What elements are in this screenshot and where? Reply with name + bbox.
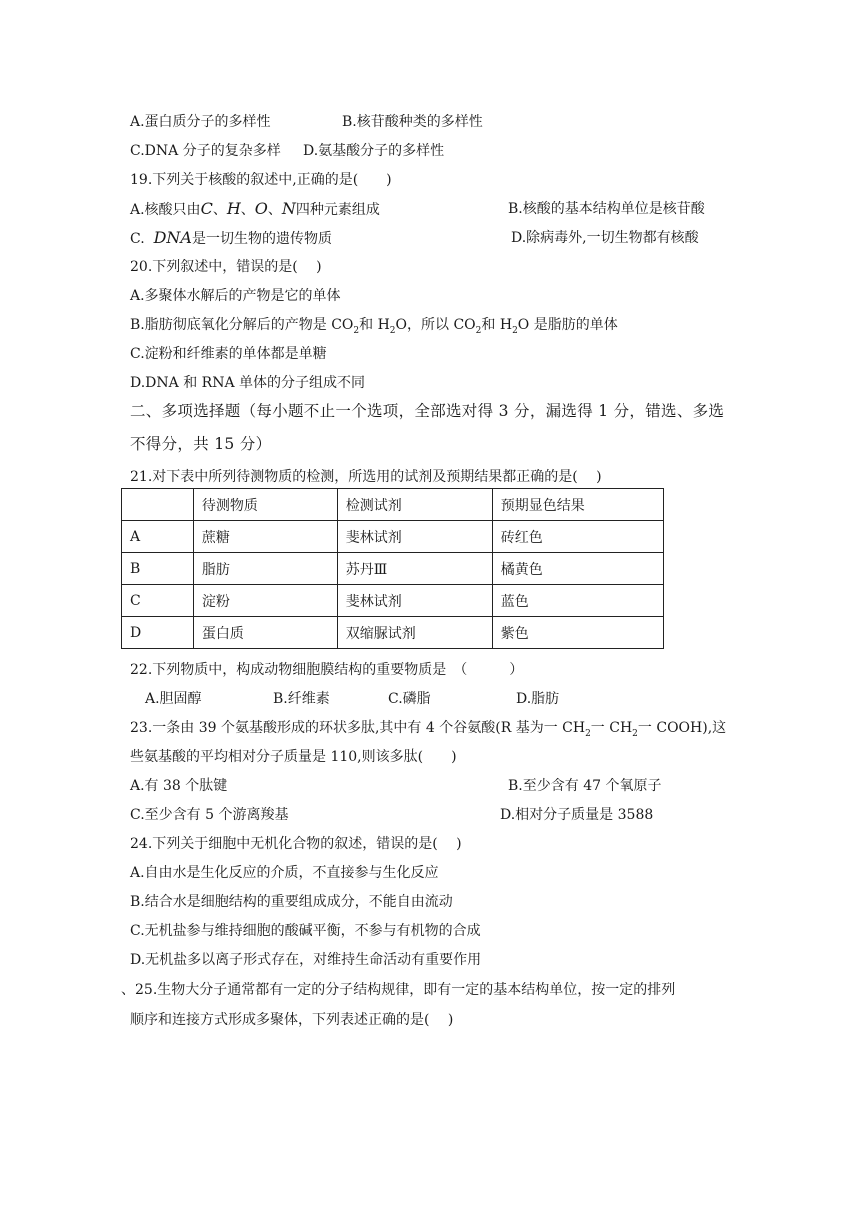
table-cell: B — [122, 553, 194, 585]
element-n: N — [281, 199, 296, 218]
q18-option-d: D.氨基酸分子的多样性 — [303, 143, 445, 159]
table-cell: 蔗糖 — [193, 521, 337, 553]
q23-stem-line1: 23.一条由 39 个氨基酸形成的环状多肽,其中有 4 个谷氨酸(R 基为一 $CH_2$一 $CH_2$一 COOH),这 — [130, 720, 727, 739]
q22-option-d: D.脂肪 — [516, 691, 560, 707]
q19-option-b: B.核酸的基本结构单位是核苷酸 — [508, 201, 705, 217]
q24-option-b: B.结合水是细胞结构的重要组成成分，不能自由流动 — [130, 894, 453, 910]
table-row — [122, 553, 664, 585]
table-cell: 斐林试剂 — [337, 521, 492, 553]
q18-option-a: A.蛋白质分子的多样性 — [130, 114, 271, 130]
element-h: H — [226, 199, 241, 218]
table-cell: 苏丹Ⅲ — [337, 553, 492, 585]
q25-stem-line1: 、25.生物大分子通常都有一定的分子结构规律，即有一定的基本结构单位，按一定的排列 — [121, 982, 676, 998]
q23-option-b: B.至少含有 47 个氧原子 — [508, 778, 662, 794]
table-cell: 脂肪 — [193, 553, 337, 585]
element-c: C — [200, 199, 213, 218]
table-header-cell: 预期显色结果 — [492, 489, 663, 521]
table-row — [122, 585, 664, 617]
q19-option-c: C. DNA是一切生物的遗传物质 — [130, 228, 332, 247]
section2-heading-line1: 二、多项选择题（每小题不止一个选项，全部选对得 3 分，漏选得 1 分，错选、多选 — [130, 402, 725, 420]
table-row — [122, 617, 664, 649]
table-header-cell — [122, 489, 194, 521]
table-cell: 蛋白质 — [193, 617, 337, 649]
q19-option-d: D.除病毒外,一切生物都有核酸 — [511, 230, 699, 246]
dna-term: DNA — [153, 228, 192, 247]
table-cell: 双缩脲试剂 — [337, 617, 492, 649]
table-row — [122, 521, 664, 553]
q19-stem: 19.下列关于核酸的叙述中,正确的是( ) — [130, 172, 392, 188]
q24-option-d: D.无机盐多以离子形式存在，对维持生命活动有重要作用 — [130, 952, 482, 968]
q22-option-b: B.纤维素 — [273, 691, 330, 707]
q24-option-c: C.无机盐参与维持细胞的酸碱平衡，不参与有机物的合成 — [130, 923, 481, 939]
table-cell: 砖红色 — [492, 521, 663, 553]
detection-table — [121, 488, 664, 649]
table-header-cell: 检测试剂 — [337, 489, 492, 521]
q24-option-a: A.自由水是生化反应的介质，不直接参与生化反应 — [130, 865, 439, 881]
table-header-cell: 待测物质 — [193, 489, 337, 521]
q22-option-c: C.磷脂 — [388, 691, 431, 707]
table-cell: 蓝色 — [492, 585, 663, 617]
table-cell: 淀粉 — [193, 585, 337, 617]
q19-option-a: A.核酸只由C、H、O、N四种元素组成 — [130, 199, 380, 218]
q22-stem: 22.下列物质中，构成动物细胞膜结构的重要物质是 （ ） — [130, 662, 524, 678]
table-cell: 橘黄色 — [492, 553, 663, 585]
q20-option-b: B.脂肪彻底氧化分解后的产物是 $CO_2$和 $H_2O$，所以 $CO_2$和 $H_2O$ 是脂肪的单体 — [130, 317, 618, 336]
q25-stem-line2: 顺序和连接方式形成多聚体，下列表述正确的是( ) — [130, 1012, 454, 1028]
q20-option-d: D.DNA 和 RNA 单体的分子组成不同 — [130, 375, 366, 391]
table-cell: D — [122, 617, 194, 649]
table-cell: 紫色 — [492, 617, 663, 649]
element-o: O — [254, 199, 268, 218]
q20-stem: 20.下列叙述中，错误的是( ) — [130, 259, 322, 275]
table-cell: A — [122, 521, 194, 553]
q20-option-a: A.多聚体水解后的产物是它的单体 — [130, 288, 341, 304]
q23-option-d: D.相对分子质量是 3588 — [500, 807, 654, 823]
q23-stem-line2: 些氨基酸的平均相对分子质量是 110,则该多肽( ) — [130, 749, 457, 765]
table-header-row — [122, 489, 664, 521]
q22-option-a: A.胆固醇 — [145, 691, 202, 707]
q23-option-c: C.至少含有 5 个游离羧基 — [130, 807, 289, 823]
q23-option-a: A.有 38 个肽键 — [130, 778, 228, 794]
q24-stem: 24.下列关于细胞中无机化合物的叙述，错误的是( ) — [130, 836, 462, 852]
q20-option-c: C.淀粉和纤维素的单体都是单糖 — [130, 346, 327, 362]
q21-stem: 21.对下表中所列待测物质的检测，所选用的试剂及预期结果都正确的是( ) — [130, 469, 602, 485]
table-cell: C — [122, 585, 194, 617]
q18-option-b: B.核苷酸种类的多样性 — [342, 114, 483, 130]
table-cell: 斐林试剂 — [337, 585, 492, 617]
q18-option-c: C.DNA 分子的复杂多样 — [130, 143, 281, 159]
section2-heading-line2: 不得分，共 15 分） — [130, 435, 272, 453]
